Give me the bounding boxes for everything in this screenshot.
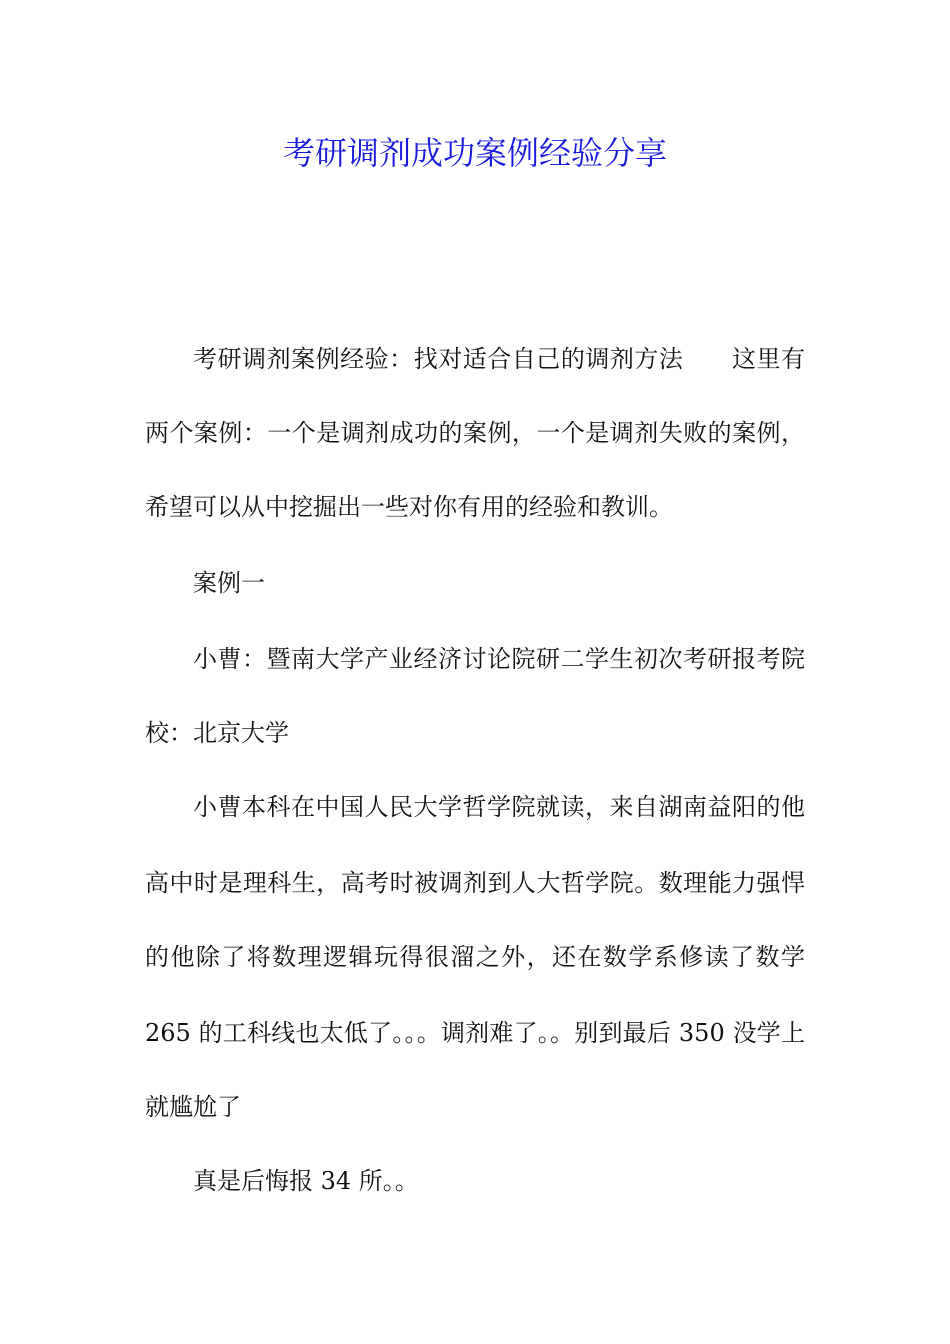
paragraph-line-2: 两个案例：一个是调剂成功的案例，一个是调剂失败的案例， [145,419,805,447]
paragraph-line-10: 265 的工科线也太低了。。。调剂难了。。别到最后 350 没学上 [145,1019,805,1047]
paragraph-line-11: 就尴尬了 [145,1093,241,1121]
paragraph-line-12: 真是后悔报 34 所。。 [193,1167,419,1195]
paragraph-line-7: 小曹本科在中国人民大学哲学院就读，来自湖南益阳的他 [193,793,805,821]
paragraph-line-8: 高中时是理科生，高考时被调剂到人大哲学院。数理能力强悍 [145,869,805,897]
paragraph-line-1 [193,341,805,377]
paragraph-line-6: 校：北京大学 [145,719,289,747]
paragraph-line-5: 小曹：暨南大学产业经济讨论院研二学生初次考研报考院 [193,645,805,673]
section-heading-case-1: 案例一 [193,569,265,597]
paragraph-line-3: 希望可以从中挖掘出一些对你有用的经验和教训。 [145,493,673,521]
paragraph-line-9: 的他除了将数理逻辑玩得很溜之外，还在数学系修读了数学 [145,943,805,971]
paragraph-line-1-text: 考研调剂案例经验：找对适合自己的调剂方法 [193,345,684,373]
document-title: 考研调剂成功案例经验分享 [282,134,667,172]
paragraph-line-1-tail: 这里有 [731,345,806,373]
